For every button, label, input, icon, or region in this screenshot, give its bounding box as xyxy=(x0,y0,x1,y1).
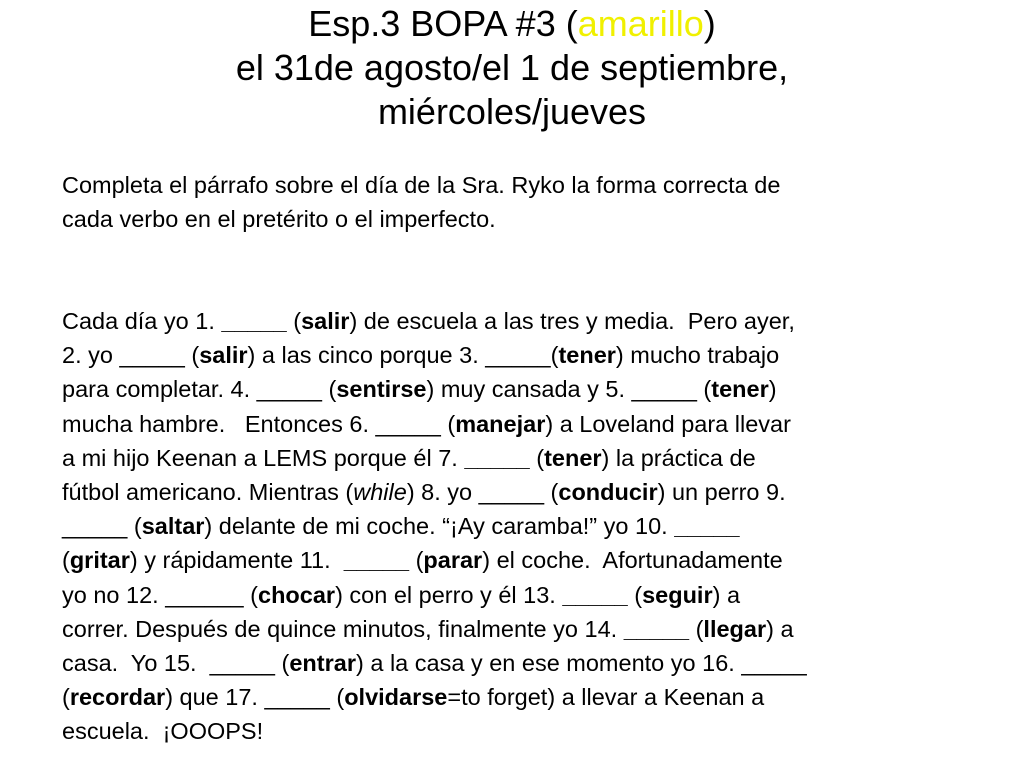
verb-prompt: olvidarse xyxy=(344,684,448,711)
text: _____ ( xyxy=(62,513,142,540)
paragraph-line-1 xyxy=(62,304,982,338)
paragraph-line-8 xyxy=(62,543,982,577)
text: ) a Loveland para llevar xyxy=(545,410,791,437)
title-line-2: el 31de agosto/el 1 de septiembre, xyxy=(235,47,789,88)
title-line-1 xyxy=(0,2,1024,46)
text: mucha hambre. Entonces 6. _____ ( xyxy=(62,410,456,437)
verb-prompt: salir xyxy=(301,308,350,334)
text: ( xyxy=(286,308,302,334)
verb-prompt: chocar xyxy=(258,581,336,608)
paragraph-line-10 xyxy=(62,612,982,646)
text: =to forget) a llevar a Keenan a xyxy=(447,684,765,711)
text: Cada día yo 1. xyxy=(62,308,222,334)
answer-blank: _____ xyxy=(623,615,690,642)
title-accent-word: amarillo xyxy=(577,3,704,44)
text: yo no 12. ______ ( xyxy=(62,581,258,608)
exercise-paragraph xyxy=(62,304,982,749)
verb-prompt: sentirse xyxy=(336,376,427,403)
instructions xyxy=(62,168,962,236)
text: ) delante de mi coche. “¡Ay caramba!” yo 10. xyxy=(204,513,675,540)
text: ( xyxy=(529,444,545,471)
text: ) 8. yo _____ ( xyxy=(406,479,559,506)
text: ( xyxy=(627,581,643,608)
text: ) xyxy=(768,376,777,403)
verb-prompt: tener xyxy=(711,376,769,403)
text: ) mucho trabajo xyxy=(615,342,780,369)
verb-prompt: seguir xyxy=(642,581,713,608)
text: ( xyxy=(62,547,70,574)
text: ) muy cansada y 5. _____ ( xyxy=(426,376,712,403)
text: casa. Yo 15. _____ ( xyxy=(62,650,290,677)
verb-prompt: llegar xyxy=(703,615,767,642)
verb-prompt: gritar xyxy=(69,547,130,574)
verb-prompt: parar xyxy=(423,547,483,574)
text: fútbol americano. Mientras ( xyxy=(62,479,354,506)
title-line-3: miércoles/jueves xyxy=(377,91,647,132)
paragraph-line-6 xyxy=(62,475,982,509)
text: escuela. ¡OOOPS! xyxy=(62,718,264,745)
verb-prompt: recordar xyxy=(69,684,166,711)
answer-blank: _____ xyxy=(343,547,410,574)
text: ) la práctica de xyxy=(601,444,756,471)
title-prefix: Esp.3 BOPA #3 ( xyxy=(308,3,578,44)
verb-prompt: tener xyxy=(558,342,616,369)
text: a mi hijo Keenan a LEMS porque él 7. xyxy=(62,444,465,471)
instructions-line-2: cada verbo en el pretérito o el imperfecto. xyxy=(62,206,496,232)
paragraph-line-11 xyxy=(62,646,982,680)
verb-prompt: entrar xyxy=(289,650,356,677)
paragraph-line-13 xyxy=(62,714,982,748)
paragraph-line-9 xyxy=(62,578,982,612)
title-suffix: ) xyxy=(703,3,716,44)
verb-prompt: tener xyxy=(544,444,602,471)
verb-prompt: saltar xyxy=(141,513,205,540)
verb-prompt: salir xyxy=(199,342,248,369)
paragraph-line-7 xyxy=(62,509,982,543)
paragraph-line-3 xyxy=(62,372,982,406)
paragraph-line-5 xyxy=(62,441,982,475)
text: ) a xyxy=(766,615,794,642)
answer-blank: _____ xyxy=(674,513,740,540)
text: ( xyxy=(62,684,70,711)
text: ) y rápidamente 11. xyxy=(129,547,344,574)
slide-title xyxy=(0,2,1024,134)
text: para completar. 4. _____ ( xyxy=(62,376,337,403)
text: ) el coche. Afortunadamente xyxy=(482,547,783,574)
answer-blank: _____ xyxy=(221,308,287,334)
paragraph-line-2 xyxy=(62,338,982,372)
italic-gloss: while xyxy=(353,479,407,506)
text: ) a la casa y en ese momento yo 16. _____ xyxy=(355,650,807,677)
answer-blank: _____ xyxy=(562,581,628,608)
verb-prompt: conducir xyxy=(558,479,658,506)
text: correr. Después de quince minutos, finalmente yo 14. xyxy=(62,615,624,642)
instructions-line-1: Completa el párrafo sobre el día de la Sra. Ryko la forma correcta de xyxy=(62,172,781,198)
text: ) de escuela a las tres y media. Pero ayer, xyxy=(349,308,795,334)
paragraph-line-4 xyxy=(62,407,982,441)
answer-blank: _____ xyxy=(464,444,530,471)
paragraph-line-12 xyxy=(62,680,982,714)
text: ) a xyxy=(712,581,741,608)
verb-prompt: manejar xyxy=(455,410,546,437)
text: ) a las cinco porque 3. _____( xyxy=(247,342,559,369)
text: ) un perro 9. xyxy=(657,479,786,506)
text: ) con el perro y él 13. xyxy=(335,581,563,608)
text: 2. yo _____ ( xyxy=(62,342,200,369)
text: ( xyxy=(689,615,704,642)
text: ) que 17. _____ ( xyxy=(165,684,345,711)
text: ( xyxy=(409,547,424,574)
